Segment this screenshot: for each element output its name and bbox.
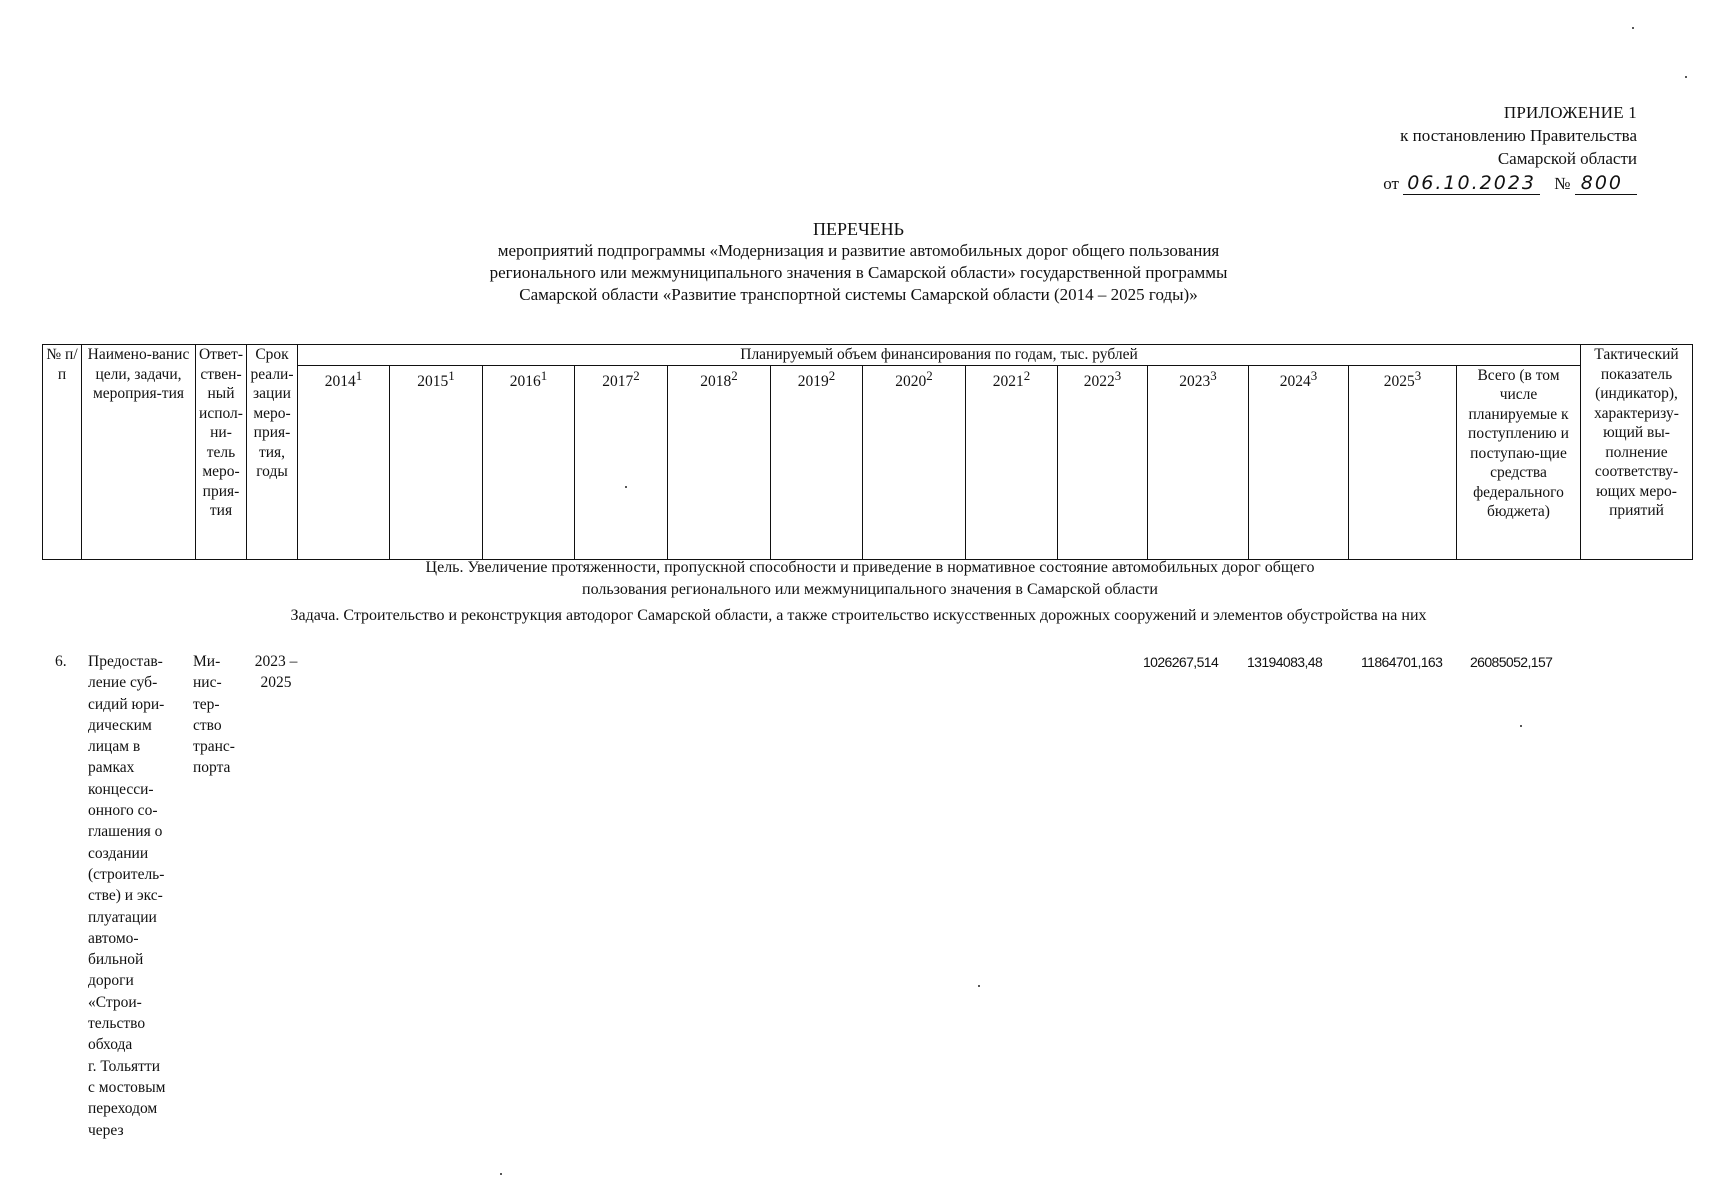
date-prefix: от: [1383, 174, 1399, 193]
row-name-line: рамках: [88, 759, 135, 777]
row-name-line: плуатации: [88, 908, 157, 926]
scan-speck: [625, 486, 627, 488]
document-heading: [0, 218, 1717, 306]
row-value-2025: 11864701,163: [1361, 654, 1443, 670]
row-name: [88, 651, 188, 1141]
header-year-2014: 2014$^1$: [298, 365, 390, 559]
heading-line-1: мероприятий подпрограммы «Модернизация и развитие автомобильных дорог общего пользования: [497, 241, 1220, 260]
row-responsible-line: тер-: [193, 695, 220, 713]
header-year-2017: 2017$^2$: [575, 365, 668, 559]
row-name-line: концесси-: [88, 780, 154, 798]
row-name-line: через: [88, 1121, 124, 1139]
row-value-2024: 13194083,48: [1247, 654, 1323, 670]
header-year-2018: 2018$^2$: [668, 365, 771, 559]
row-responsible: [193, 651, 248, 779]
scan-speck: [1632, 27, 1634, 29]
row-name-line: лицам в: [88, 738, 141, 756]
heading-title: ПЕРЕЧЕНЬ: [812, 219, 905, 239]
handwritten-date: 06.10.2023: [1403, 172, 1540, 195]
header-year-2022: 2022$^3$: [1058, 365, 1148, 559]
task-text: Задача. Строительство и реконструкция автодорог Самарской области, а также строительство искусственных дорожных сооружений и элементов обустройства на них: [290, 607, 1427, 624]
heading-line-3: Самарской области «Развитие транспортной системы Самарской области (2014 – 2025 годы)»: [519, 285, 1198, 304]
goal-text: [320, 557, 1420, 601]
header-responsible: Ответ-ствен-ный испол-ни-тель меро-прия-тия: [196, 345, 247, 560]
row-name-line: «Строи-: [88, 993, 142, 1011]
row-name-line: тельство: [88, 1015, 146, 1033]
row-name-line: г. Тольятти: [88, 1057, 160, 1075]
heading-line-2: регионального или межмуниципального значения в Самарской области» государственной программы: [489, 263, 1228, 282]
row-term-line: 2025: [260, 674, 292, 692]
row-name-line: сидий юри-: [88, 695, 165, 713]
header-number: № п/п: [43, 345, 82, 560]
row-term-line: 2023 –: [254, 653, 298, 670]
row-name-line: ление суб-: [88, 674, 158, 692]
header-year-2023: 2023$^3$: [1148, 365, 1249, 559]
row-responsible-line: нис-: [193, 674, 222, 692]
row-name-line: глашения о: [88, 823, 163, 841]
appendix-line-1: к постановлению Правительства: [1400, 126, 1637, 145]
row-name-line: онного со-: [88, 802, 158, 820]
scan-speck: [1685, 76, 1687, 78]
row-responsible-line: Ми-: [193, 653, 221, 670]
row-term: [246, 651, 306, 694]
header-year-2021: 2021$^2$: [966, 365, 1058, 559]
number-prefix: №: [1554, 174, 1571, 193]
header-year-2020: 2020$^2$: [863, 365, 966, 559]
appendix-title: ПРИЛОЖЕНИЕ 1: [1503, 103, 1637, 122]
goal-line-1: Цель. Увеличение протяженности, пропускной способности и приведение в нормативное состояние автомобильных дорог общего: [425, 559, 1315, 576]
row-responsible-line: транс-: [193, 738, 235, 756]
row-responsible-line: ство: [193, 716, 222, 734]
scan-speck: [1520, 725, 1522, 727]
row-name-line: бильной: [88, 951, 144, 969]
row-name-line: обхода: [88, 1036, 133, 1054]
funding-table-header: [42, 344, 1693, 560]
row-name-line: переходом: [88, 1100, 158, 1118]
header-year-2019: 2019$^2$: [771, 365, 863, 559]
header-indicator: Тактический показатель (индикатор), характеризу-ющий вы-полнение соответству-ющих меро-приятий: [1581, 345, 1693, 560]
row-name-line: дороги: [88, 972, 134, 990]
row-name-line: дическим: [88, 716, 152, 734]
header-year-2024: 2024$^3$: [1249, 365, 1349, 559]
row-name-line: автомо-: [88, 929, 139, 947]
row-name-line: Предостав-: [88, 653, 163, 670]
header-year-2016: 2016$^1$: [483, 365, 575, 559]
row-name-line: с мостовым: [88, 1078, 166, 1096]
row-name-line: (строитель-: [88, 865, 165, 883]
row-number: 6.: [55, 653, 67, 670]
scan-speck: [500, 1173, 502, 1175]
header-term: Срок реали-зации меро-прия-тия, годы: [247, 345, 298, 560]
handwritten-number: 800: [1575, 172, 1637, 195]
header-funding: Планируемый объем финансирования по годам, тыс. рублей: [298, 345, 1581, 366]
header-name: Наимено-ванис цели, задачи, мероприя-тия: [82, 345, 196, 560]
header-year-2015: 2015$^1$: [390, 365, 483, 559]
row-name-line: создании: [88, 844, 149, 862]
appendix-date-line: [1317, 172, 1637, 195]
goal-line-2: пользования регионального или межмуниципального значения в Самарской области: [582, 581, 1158, 598]
header-year-2025: 2025$^3$: [1349, 365, 1457, 559]
header-total: Всего (в том числе планируемые к поступлению и поступаю-щие средства федерального бюджета): [1457, 365, 1581, 559]
appendix-line-2: Самарской области: [1497, 149, 1637, 168]
row-responsible-line: порта: [193, 759, 231, 777]
appendix-block: [1317, 101, 1637, 195]
row-value-2023: 1026267,514: [1143, 654, 1219, 670]
scan-speck: [978, 985, 980, 987]
row-name-line: стве) и экс-: [88, 887, 163, 905]
row-value-total: 26085052,157: [1470, 654, 1553, 670]
